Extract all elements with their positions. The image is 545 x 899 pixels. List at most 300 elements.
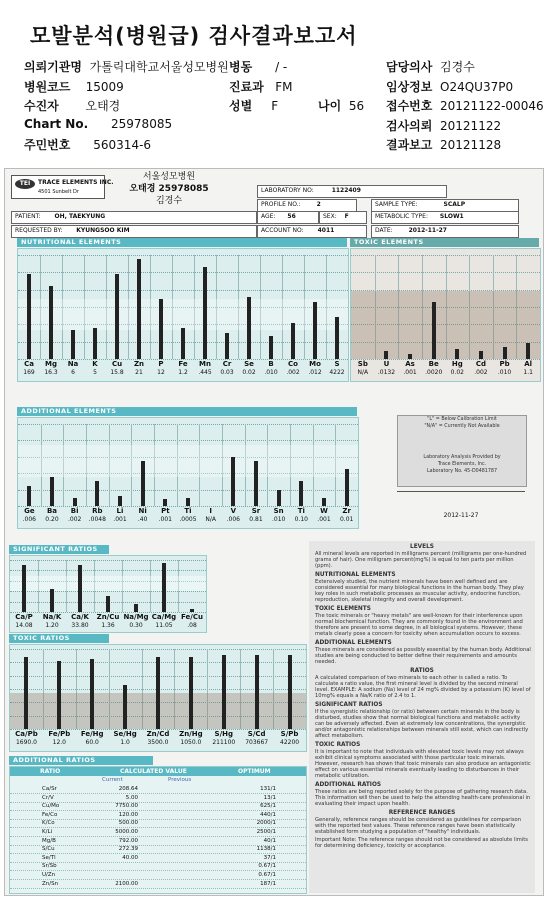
- levels-heading: LEVELS: [410, 544, 434, 550]
- nutritional-value-7: 1.2: [178, 369, 188, 376]
- nutritional-bar-5: [137, 259, 141, 359]
- significant-value-0: 14.08: [15, 622, 33, 629]
- nutritional-value-10: 0.02: [242, 369, 256, 376]
- toxic-ratio-bar-5: [189, 657, 193, 729]
- nutritional-symbol-8: Mn: [199, 360, 211, 368]
- date-label: DATE:: [375, 227, 393, 234]
- scan-patient-label: PATIENT:: [15, 213, 41, 220]
- toxic-ratio-bar-8: [288, 655, 292, 729]
- age-row: [318, 97, 364, 114]
- addr-optimum: 625/1: [260, 803, 276, 810]
- additional-gridline: [18, 490, 358, 491]
- addr-col-calc: CALCULATED VALUE: [120, 768, 187, 775]
- significant-bar-1: [50, 589, 54, 612]
- significant-symbol-6: Fe/Cu: [181, 613, 203, 621]
- addr-ratio: K/Co: [42, 820, 55, 827]
- lab-address: 4501 Sunbelt Dr: [38, 189, 79, 195]
- nutritional-bar-0: [27, 274, 31, 359]
- toxic-ratio-gridline: [10, 649, 306, 650]
- addr-current: 40.00: [122, 854, 138, 861]
- additional-ratios-heading: ADDITIONAL RATIOS: [9, 756, 153, 765]
- nutritional-chart: [17, 248, 349, 382]
- significant-gridline: [10, 591, 206, 592]
- toxic-bar-5: [479, 351, 483, 359]
- metabolic-label: METABOLIC TYPE:: [375, 213, 428, 220]
- nutritional-symbol-10: Se: [244, 360, 254, 368]
- toxic-symbol-0: Sb: [357, 360, 368, 368]
- patient-box: [11, 211, 257, 224]
- additional-bar-10: [254, 461, 258, 506]
- additional-value-6: .001: [158, 516, 172, 523]
- stamp-hospital: 서울성모병원: [142, 172, 196, 182]
- report-title: 모발분석(병원급) 검사결과보고서: [30, 24, 358, 48]
- additional-value-0: .006: [22, 516, 36, 523]
- toxic-ratio-symbol-0: Ca/Pb: [15, 730, 38, 738]
- nutritional-bar-8: [203, 267, 207, 359]
- scan-age-label: AGE:: [261, 213, 276, 220]
- additional-symbol-12: Ti: [297, 507, 305, 515]
- addr-current: 792.00: [118, 837, 138, 844]
- toxic-ratio-value-1: 12.0: [52, 739, 66, 746]
- addr-current: 272.39: [118, 846, 138, 853]
- significant-bar-0: [22, 565, 26, 612]
- toxic-value-4: 0.02: [450, 369, 464, 376]
- significant-bar-5: [162, 563, 166, 612]
- nutritional-value-1: 16.3: [44, 369, 58, 376]
- clinical-value: O24QU37P0: [440, 80, 514, 94]
- nutritional-symbol-0: Ca: [24, 360, 34, 368]
- additional-value-12: 0.10: [294, 516, 308, 523]
- significant-value-4: 0.30: [129, 622, 143, 629]
- nutritional-value-2: 6: [71, 369, 75, 376]
- addr-current: 2100.00: [115, 880, 138, 887]
- nutritional-bar-13: [313, 302, 317, 359]
- sex-value: F: [271, 99, 279, 113]
- addr-current: 5.00: [125, 794, 138, 801]
- nutritional-symbol-4: Cu: [111, 360, 123, 368]
- toxic-ratio-symbol-8: S/Pb: [280, 730, 299, 738]
- additional-bar-7: [186, 498, 190, 506]
- significant-band: [10, 576, 206, 592]
- significant-value-3: 1.36: [101, 622, 115, 629]
- scan-patient-value: OH, TAEKYUNG: [54, 213, 106, 220]
- additional-symbol-9: V: [230, 507, 237, 515]
- additional-value-14: 0.01: [339, 516, 354, 523]
- sig-text: If the synergistic relationship (or ratio) between certain minerals in the body is disturbed, studies show that normal biological functions and metabolic activity can be adversely affected. Even at extremely low concentrations, the synergistic and/or antagonistic relationships between minerals still exist, which can indirectly affect metabolism.: [315, 709, 529, 739]
- clinical-row: [386, 78, 513, 95]
- legend-clia: Laboratory No. 45-D0481787: [426, 469, 498, 474]
- hospital-code-label: 병원코드: [24, 80, 71, 94]
- nutritional-bar-9: [225, 333, 229, 359]
- additional-bar-1: [50, 477, 54, 506]
- request-date-label: 검사의뢰: [386, 119, 433, 133]
- metabolic-box: [371, 211, 519, 224]
- toxic-text-heading: TOXIC ELEMENTS: [315, 606, 371, 612]
- addr-optimum: 440/1: [260, 811, 276, 818]
- age-label: 나이: [318, 99, 342, 113]
- toxic-ratio-symbol-4: Zn/Cd: [146, 730, 170, 738]
- nutritional-value-13: .012: [308, 369, 322, 376]
- nutri-heading: NUTRITIONAL ELEMENTS: [315, 572, 396, 578]
- toxic-heading: TOXIC ELEMENTS: [350, 238, 539, 247]
- nutritional-symbol-6: P: [158, 360, 164, 368]
- significant-gridline: [10, 560, 206, 561]
- resident-row: [24, 136, 151, 153]
- nutritional-value-5: 21: [135, 369, 143, 376]
- significant-bar-6: [190, 609, 194, 612]
- addr-optimum: 37/1: [263, 854, 276, 861]
- tox-heading: TOXIC RATIOS: [315, 742, 361, 748]
- toxic-value-7: 1.1: [523, 369, 533, 376]
- addr-optimum: 1138/1: [256, 846, 276, 853]
- additional-value-2: .002: [67, 516, 82, 523]
- toxic-bar-4: [455, 349, 459, 359]
- addr-ratio: Fe/Co: [42, 811, 58, 818]
- toxic-ratio-bar-2: [90, 659, 94, 729]
- toxic-symbol-3: Be: [428, 360, 439, 368]
- additional-symbol-6: Pt: [161, 507, 170, 515]
- toxic-value-6: .010: [497, 369, 512, 376]
- lab-name: TRACE ELEMENTS INC.: [38, 179, 114, 186]
- nutritional-bar-14: [335, 317, 339, 359]
- scan-report-date: 2012-11-27: [443, 512, 479, 519]
- additional-bar-13: [322, 498, 326, 506]
- scan-age-value: 56: [287, 213, 296, 220]
- ref-text: Generally, reference ranges should be considered as guidelines for comparison with the reported test values. These reference ranges have been statistically established form studying a population of "healthy" individuals.: [315, 817, 521, 835]
- nutritional-value-6: 12: [157, 369, 165, 376]
- addr-optimum: 0.67/1: [258, 872, 276, 878]
- date-value: 2012-11-27: [408, 227, 447, 234]
- stamp-patient: 오태경 25978085: [129, 184, 209, 194]
- addr-current: 500.00: [118, 820, 138, 827]
- significant-value-1: 1.20: [45, 622, 59, 629]
- age-box: [257, 211, 319, 224]
- addr-ratio: K/Li: [42, 829, 53, 835]
- additional-symbol-2: Bi: [70, 507, 79, 515]
- addr-optimum: 2000/1: [256, 820, 276, 827]
- nutritional-symbol-13: Mo: [309, 360, 321, 368]
- addr-ratio: S/Cu: [42, 846, 55, 853]
- additional-value-11: .010: [271, 516, 286, 523]
- additional-value-4: .001: [113, 516, 127, 523]
- lab-no-label: LABORATORY NO:: [261, 187, 314, 194]
- additional-gridline: [18, 440, 358, 441]
- nutritional-symbol-14: S: [334, 360, 340, 368]
- toxic-symbol-4: Hg: [451, 360, 463, 368]
- addr-current: 208.64: [118, 786, 138, 792]
- toxic-ratios-heading: TOXIC RATIOS: [9, 634, 109, 643]
- additional-symbol-7: Ti: [184, 507, 192, 515]
- nutritional-value-9: 0.03: [220, 369, 234, 376]
- significant-symbol-1: Na/K: [42, 613, 62, 621]
- levels-text: All mineral levels are reported in milligrams percent (milligrams per one-hundred grams of hair). One milligram percent(mg%) is equal to ten parts per million (ppm).: [315, 551, 527, 569]
- addr-ratio: Cr/V: [42, 794, 54, 801]
- significant-symbol-0: Ca/P: [15, 613, 33, 621]
- additional-band: [18, 445, 358, 478]
- patient-label: 수진자: [24, 99, 59, 113]
- additional-symbol-1: Ba: [46, 507, 58, 515]
- clinical-label: 임상정보: [386, 80, 433, 94]
- institution-label: 의뢰기관명: [24, 60, 82, 74]
- additional-bar-12: [299, 481, 303, 506]
- additional-symbol-4: Li: [116, 507, 124, 515]
- patient-value: 오태경: [85, 99, 121, 113]
- nutritional-value-12: .002: [286, 369, 300, 376]
- significant-bar-2: [78, 565, 82, 612]
- explanation-text: [309, 541, 535, 893]
- metabolic-value: SLOW1: [439, 213, 464, 220]
- legend-line-1: "L" = Below Calibration Limit: [427, 417, 497, 422]
- addr-optimum: 131/1: [260, 786, 276, 792]
- toxic-text: The toxic minerals or "heavy metals" are well-known for their interference upon normal biochemical function. They are commonly found in the environment and therefore are present to some degree, in all biological systems. However, these metals clearly pose a concern for toxicity when accumulation occurs to excess.: [315, 613, 523, 637]
- account-box: [257, 225, 367, 238]
- age-value: 56: [348, 99, 365, 113]
- significant-bar-4: [134, 604, 138, 612]
- account-value: 4011: [317, 227, 335, 234]
- sex-row: [229, 97, 278, 114]
- toxic-ratio-bar-6: [222, 655, 226, 729]
- toxic-bar-1: [384, 351, 388, 359]
- addr-col-optimum: OPTIMUM: [238, 768, 271, 775]
- resident-label: 주민번호: [24, 138, 71, 152]
- addr-subheader: [10, 777, 306, 784]
- nutritional-bar-2: [71, 330, 75, 359]
- add-text: These minerals are considered as possibly essential by the human body. Additional studies are being conducted to better define their requirements and amounts needed.: [315, 647, 531, 665]
- additional-ratios-table: [9, 766, 307, 894]
- nutritional-bar-4: [115, 274, 119, 359]
- toxic-ratio-symbol-7: S/Cd: [247, 730, 266, 738]
- nutritional-value-0: 169: [23, 369, 35, 376]
- additional-value-1: 0.20: [45, 516, 59, 523]
- toxic-ratios-chart: [9, 644, 307, 752]
- nutritional-symbol-1: Mg: [45, 360, 57, 368]
- nutri-text: Extensively studied, the nutrient minerals have been well defined and are considered essential for many biological functions in the human body. They play key roles in such metabolic processes as muscular activity, endocrine function, reproduction, skeletal integrity and overall development.: [315, 579, 524, 603]
- toxic-ratio-symbol-3: Se/Hg: [113, 730, 137, 738]
- toxic-bar-7: [526, 343, 530, 359]
- toxic-ratio-value-2: 60.0: [85, 739, 99, 746]
- additional-symbol-0: Ge: [24, 507, 35, 515]
- toxic-band: [351, 291, 540, 359]
- additional-value-3: .0048: [88, 516, 106, 523]
- doctor-value: 김경수: [440, 60, 475, 74]
- nutritional-symbol-11: B: [268, 360, 274, 368]
- legend-lab-1: Laboratory Analysis Provided by: [423, 455, 501, 460]
- add-heading: ADDITIONAL ELEMENTS: [315, 640, 392, 646]
- nutritional-value-8: .445: [198, 369, 212, 376]
- toxic-ratio-bar-0: [24, 657, 28, 729]
- tox-text: It is important to note that individuals with elevated toxic levels may not always exhibit clinical symptoms associated with those particular toxic minerals. However, research has shown that toxic minerals can also produce an antagonistic effect on various essential minerals eventually leading to disturbances in their metabolic utilization.: [315, 749, 531, 779]
- ward-label: 병동: [229, 60, 253, 74]
- nutritional-bar-6: [159, 299, 163, 359]
- scan-sex-value: F: [344, 213, 349, 220]
- additional-bar-9: [231, 457, 235, 506]
- doctor-label: 담당의사: [386, 60, 433, 74]
- sample-label: SAMPLE TYPE:: [375, 201, 418, 208]
- dept-label: 진료과: [229, 80, 264, 94]
- report-date-value: 20121128: [440, 138, 502, 152]
- nutritional-bar-12: [291, 323, 295, 359]
- profile-label: PROFILE NO.:: [261, 201, 301, 208]
- nutritional-symbol-3: K: [92, 360, 98, 368]
- additional-symbol-10: Sr: [251, 507, 261, 515]
- nutritional-value-4: 15.8: [110, 369, 124, 376]
- additional-bar-6: [163, 499, 167, 506]
- addr-ratio: Zn/Sn: [42, 880, 59, 887]
- institution-row: [24, 58, 229, 75]
- sig-heading: SIGNIFICANT RATIOS: [315, 702, 383, 708]
- sex-label: 성별: [229, 99, 253, 113]
- nutritional-band: [18, 299, 348, 330]
- significant-symbol-4: Na/Mg: [123, 613, 149, 621]
- resident-value: 560314-6: [93, 138, 152, 152]
- additional-symbol-14: Zr: [342, 507, 351, 515]
- receipt-label: 접수번호: [386, 99, 433, 113]
- ref-note: Important Note: The reference ranges should not be considered as absolute limits for determining deficiency, toxicity or acceptance.: [315, 837, 528, 849]
- significant-value-5: 11.05: [155, 622, 173, 629]
- legend-line-2: "N/A" = Currently Not Available: [424, 424, 500, 429]
- addr-col-ratio: RATIO: [40, 768, 61, 775]
- nutritional-bar-3: [93, 328, 97, 359]
- toxic-ratio-symbol-2: Fe/Hg: [80, 730, 104, 738]
- chart-value: 25978085: [111, 117, 173, 131]
- addr-current: 7750.00: [115, 803, 138, 810]
- receipt-row: [386, 97, 544, 114]
- chart-row: [24, 117, 172, 131]
- toxic-value-3: .0020: [425, 369, 443, 376]
- addr-ratio: Ca/Sr: [42, 786, 57, 792]
- toxic-chart: [350, 248, 541, 382]
- significant-value-6: .08: [187, 622, 197, 629]
- stamp-doctor: 김경수: [155, 196, 183, 206]
- additional-symbol-11: Sn: [273, 507, 284, 515]
- nutritional-symbol-2: Na: [67, 360, 79, 368]
- addr-current: 5000.00: [115, 829, 138, 835]
- significant-symbol-5: Ca/Mg: [151, 613, 177, 621]
- lab-no-box: [257, 185, 447, 198]
- lab-logo: [11, 175, 114, 199]
- addr-row: [10, 880, 306, 889]
- lab-no-value: 1122409: [331, 187, 361, 194]
- nutritional-bar-7: [181, 328, 185, 359]
- addr-header-row: [10, 767, 306, 776]
- additional-symbol-5: Ni: [138, 507, 147, 515]
- addr-col-current: Current: [102, 777, 123, 783]
- patient-row: [24, 97, 120, 114]
- request-date-row: [386, 117, 501, 134]
- toxic-symbol-6: Pb: [499, 360, 510, 368]
- toxic-symbol-1: U: [383, 360, 390, 368]
- toxic-ratio-bar-7: [255, 655, 259, 729]
- toxic-value-0: N/A: [357, 369, 369, 376]
- request-date-value: 20121122: [440, 119, 502, 133]
- hospital-code-value: 15009: [85, 80, 124, 94]
- toxic-ratio-value-3: 1.0: [120, 739, 130, 746]
- nutritional-bar-1: [49, 286, 53, 359]
- additional-bar-4: [118, 496, 122, 506]
- tei-logo-icon: TEI: [15, 179, 35, 189]
- significant-value-2: 33.80: [71, 622, 89, 629]
- addr-optimum: 40/1: [263, 837, 276, 844]
- dept-row: [229, 78, 293, 95]
- report-date-label: 결과보고: [386, 138, 433, 152]
- addr-ratio: U/Zn: [42, 872, 56, 878]
- ratios-heading: RATIOS: [410, 668, 434, 674]
- additional-bar-2: [73, 498, 77, 506]
- toxic-bar-6: [503, 347, 507, 359]
- additional-bar-14: [345, 469, 349, 506]
- requested-box: [11, 225, 257, 238]
- significant-bar-3: [106, 596, 110, 612]
- toxic-bar-3: [432, 302, 436, 359]
- nutritional-gridline: [18, 255, 348, 256]
- significant-symbol-2: Ca/K: [71, 613, 89, 621]
- sample-value: SCALP: [443, 201, 466, 208]
- additional-symbol-8: I: [209, 507, 212, 515]
- toxic-ratio-value-0: 1690.0: [15, 739, 37, 746]
- requested-value: KYUNGSOO KIM: [76, 227, 130, 234]
- addr-heading: ADDITIONAL RATIOS: [315, 782, 382, 788]
- side-copyright: [534, 669, 542, 789]
- ratios-text: A calculated comparison of two minerals to each other is called a ratio. To calculate a ratio value, the first mineral level is divided by the second mineral level. EXAMPLE: A sodium (Na) level of 24 mg% divided by a potassium (K) level of 10mg% equals a Na/K ratio of 2.4 to 1.: [315, 675, 531, 699]
- toxic-ratio-value-5: 1050.0: [180, 739, 202, 746]
- institution-value: 가톨릭대학교서울성모병원: [89, 60, 229, 74]
- nutritional-gridline: [18, 272, 348, 273]
- nutritional-value-3: 5: [93, 369, 97, 376]
- scan-sex-label: SEX:: [323, 213, 337, 220]
- additional-value-8: N/A: [205, 516, 216, 523]
- significant-heading: SIGNIFICANT RATIOS: [9, 545, 109, 554]
- addr-ratio: Mg/B: [42, 837, 56, 844]
- significant-symbol-3: Zn/Cu: [96, 613, 120, 621]
- toxic-ratio-bar-1: [57, 661, 61, 729]
- nutritional-value-11: .010: [264, 369, 278, 376]
- patient-stamp: [109, 171, 229, 209]
- requested-label: REQUESTED BY:: [15, 227, 63, 234]
- addr-ratio: Cu/Mo: [42, 803, 60, 810]
- toxic-value-2: .001: [403, 369, 417, 376]
- addr-current: 120.00: [118, 811, 138, 818]
- addr-ratio: Sr/Sb: [42, 863, 57, 870]
- additional-bar-11: [277, 490, 281, 506]
- toxic-ratio-value-6: 211100: [212, 739, 236, 746]
- toxic-symbol-5: Cd: [475, 360, 487, 368]
- additional-value-7: .0005: [179, 516, 197, 523]
- additional-bar-0: [27, 486, 31, 507]
- addr-col-previous: Previous: [168, 777, 192, 783]
- nutritional-bar-11: [269, 336, 273, 359]
- toxic-ratio-symbol-5: Zn/Hg: [179, 730, 203, 738]
- legend-box: [397, 415, 527, 487]
- profile-value: 2: [316, 201, 321, 208]
- account-label: ACCOUNT NO:: [261, 227, 304, 234]
- additional-value-5: .40: [137, 516, 148, 523]
- additional-bar-3: [95, 481, 99, 506]
- nutritional-value-14: 4222: [329, 369, 345, 376]
- chart-label: Chart No.: [24, 117, 89, 131]
- addr-ratio: Se/Tl: [42, 854, 56, 861]
- toxic-ratio-value-7: 703667: [245, 739, 269, 746]
- report-date-row: [386, 136, 501, 153]
- receipt-value: 20121122-00046: [440, 99, 544, 113]
- additional-value-13: .001: [317, 516, 331, 523]
- ward-row: [229, 58, 287, 75]
- toxic-ratio-bar-4: [156, 657, 160, 729]
- toxic-symbol-7: Al: [524, 360, 533, 368]
- toxic-ratio-symbol-1: Fe/Pb: [48, 730, 71, 738]
- addr-text: These ratios are being reported solely for the purpose of gathering research data. This information will then be used to help the attending health-care professional in evaluating their impact upon health.: [315, 789, 531, 807]
- nutritional-symbol-12: Co: [288, 360, 298, 368]
- toxic-symbol-2: As: [405, 360, 415, 368]
